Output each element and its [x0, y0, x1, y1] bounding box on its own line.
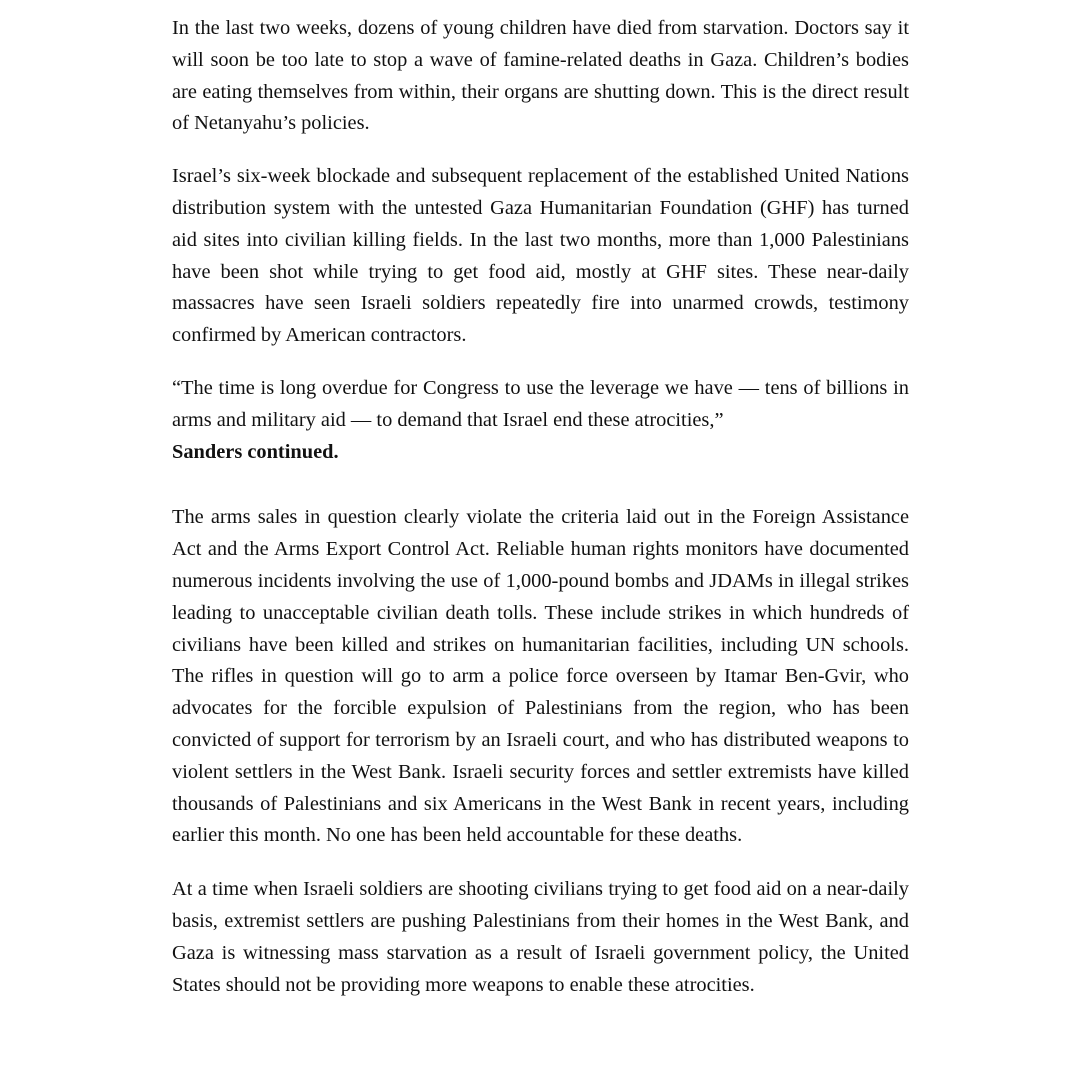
quote-attribution: Sanders continued.	[172, 440, 339, 463]
paragraph-conclusion: At a time when Israeli soldiers are shooting civilians trying to get food aid on a near-daily basis, extremist settlers are pushing Palestinians from their homes in the West Bank, and Gaza is witnessing mass starvation as a result of Israeli government policy, the United States should not be providing more weapons to enable these atrocities.	[172, 878, 909, 996]
paragraph-arms-sales: The arms sales in question clearly violate the criteria laid out in the Foreign Assistance Act and the Arms Export Control Act. Reliable human rights monitors have documented numerous incidents involving the use of 1,000-pound bombs and JDAMs in illegal strikes leading to unacceptable civilian death tolls. These include strikes in which hundreds of civilians have been killed and strikes on humanitarian facilities, including UN schools. The rifles in question will go to arm a police force overseen by Itamar Ben-Gvir, who advocates for the forcible expulsion of Palestinians from the region, who has been convicted of support for terrorism by an Israeli court, and who has distributed weapons to violent settlers in the West Bank. Israeli security forces and settler extremists have killed thousands of Palestinians and six Americans in the West Bank in recent years, including earlier this month. No one has been held accountable for these deaths.	[172, 506, 909, 847]
paragraph-quote: “The time is long overdue for Congress to use the leverage we have — tens of billions in arms and military aid — to demand that Israel end these atrocities,”	[172, 376, 909, 431]
paragraph-starvation: In the last two weeks, dozens of young children have died from starvation. Doctors say it will soon be too late to stop a wave of famine-related deaths in Gaza. Children’s bodies are eating themselves from within, their organs are shutting down. This is the direct result of Netanyahu’s policies.	[172, 17, 909, 135]
document-body	[172, 13, 909, 1001]
paragraph-blockade: Israel’s six-week blockade and subsequent replacement of the established United Nations distribution system with the untested Gaza Humanitarian Foundation (GHF) has turned aid sites into civilian killing fields. In the last two months, more than 1,000 Palestinians have been shot while trying to get food aid, mostly at GHF sites. These near-daily massacres have seen Israeli soldiers repeatedly fire into unarmed crowds, testimony confirmed by American contractors.	[172, 165, 909, 347]
quote-block	[172, 373, 909, 468]
